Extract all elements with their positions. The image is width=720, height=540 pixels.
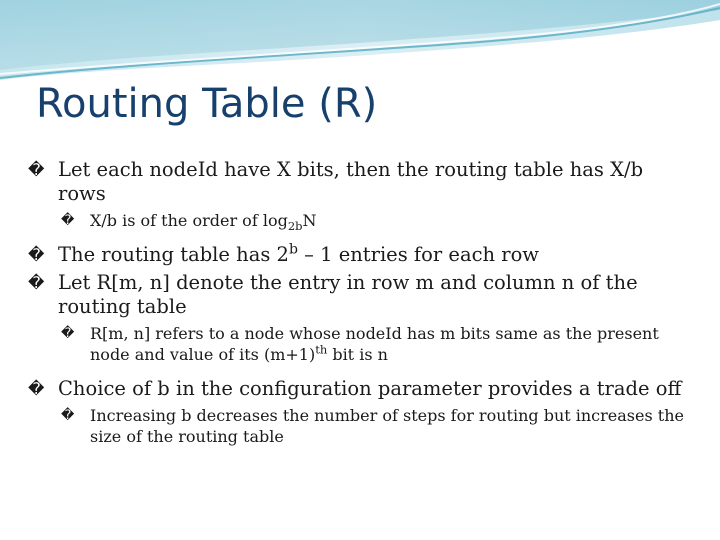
subbullet-entry-meaning <box>28 323 696 365</box>
bullet-entry-definition <box>28 271 696 319</box>
bullet-text: Let R[m, n] denote the entry in row m and column n of the routing table <box>58 271 638 318</box>
bullet-text: Let each nodeId have X bits, then the routing table has X/b rows <box>58 158 644 205</box>
slide-body <box>28 158 696 453</box>
subbullet-text: Increasing b decreases the number of steps for routing but increases the size of the routing table <box>90 406 684 446</box>
log-base-subscript: 2b <box>287 219 303 234</box>
subbullet-text: X/b is of the order of log <box>90 211 288 230</box>
slide-title: Routing Table (R) <box>36 81 378 127</box>
bullet-routing-rows <box>28 158 696 206</box>
subbullet-order-of-log <box>28 210 696 234</box>
header-banner <box>0 0 720 90</box>
subbullet-text: R[m, n] refers to a node whose nodeId has m bits same as the present node and value of its (m+1) <box>90 324 659 364</box>
bullet-marker-icon: � <box>61 326 75 341</box>
bullet-marker-icon: � <box>61 213 75 228</box>
subbullet-trade-off <box>28 405 696 447</box>
bullet-text-end: – 1 entries for each row <box>297 243 540 266</box>
bullet-marker-icon: � <box>61 408 75 423</box>
exponent-superscript: b <box>288 241 298 258</box>
bullet-marker-icon: � <box>28 379 45 398</box>
bullet-marker-icon: � <box>28 160 45 179</box>
subbullet-text-end: bit is n <box>327 345 388 364</box>
ordinal-superscript: th <box>315 342 328 357</box>
bullet-marker-icon: � <box>28 273 45 292</box>
bullet-marker-icon: � <box>28 245 45 264</box>
bullet-entries-per-row <box>28 243 696 267</box>
bullet-text: The routing table has 2 <box>58 243 289 266</box>
bullet-choice-of-b <box>28 377 696 401</box>
subbullet-text-end: N <box>302 211 317 230</box>
bullet-text: Choice of b in the configuration parameter provides a trade off <box>58 377 682 400</box>
